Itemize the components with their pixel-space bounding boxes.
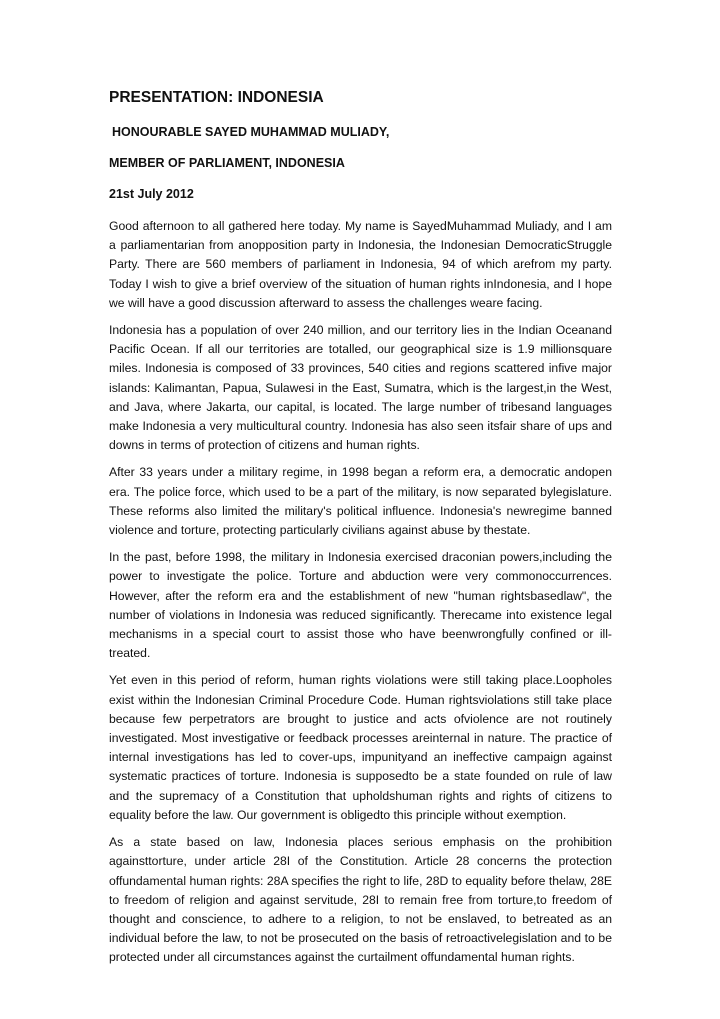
paragraph-3: After 33 years under a military regime, in 1998 began a reform era, a democratic andopen era. The police force, which used to be a part of the military, is now separated bylegislature. These reforms also limited the military's political influence. Indonesia's newregime banned violence and torture, protecting particularly civilians against abuse by thestate.	[109, 465, 612, 538]
paragraph-5: Yet even in this period of reform, human rights violations were still taking place.Loopholes exist within the Indonesian Criminal Procedure Code. Human rightsviolations still take place because few perpetrators are brought to justice and acts ofviolence are not routinely investigated. Most investigative or feedback processes areinternal in nature. The practice of internal investigations has led to cover-ups, impunityand an ineffective campaign against systematic practices of torture. Indonesia is supposedto be a state founded on rule of law and the supremacy of a Constitution that upholdshuman rights and rights of citizens to equality before the law. Our government is obligedto this principle without exemption.	[109, 673, 612, 822]
paragraph-6: As a state based on law, Indonesia places serious emphasis on the prohibition againsttorture, under article 28I of the Constitution. Article 28 concerns the protection offundamental human rights: 28A specifies the right to life, 28D to equality before thelaw, 28E to freedom of religion and against servitude, 28I to remain free from torture,to freedom of thought and conscience, to adhere to a religion, to not be enslaved, to betreated as an individual before the law, to not be prosecuted on the basis of retroactivelegislation and to be protected under all circumstances against the curtailment offundamental human rights.	[109, 835, 612, 965]
document-date: 21st July 2012	[109, 187, 194, 201]
paragraph-2: Indonesia has a population of over 240 million, and our territory lies in the Indian Oceanand Pacific Ocean. If all our territories are totalled, our geographical size is 1.9 millionsquare miles. Indonesia is composed of 33 provinces, 540 cities and regions scattered infive major islands: Kalimantan, Papua, Sulawesi in the East, Sumatra, which is the largest,in the West, and Java, where Jakarta, our capital, is located. The large number of tribesand languages make Indonesia a very multicultural country. Indonesia has also seen itsfair share of ups and downs in terms of protection of citizens and human rights.	[109, 323, 612, 453]
document-title: PRESENTATION: INDONESIA	[109, 89, 324, 106]
paragraph-1: Good afternoon to all gathered here today. My name is SayedMuhammad Muliady, and I am a parliamentarian from anopposition party in Indonesia, the Indonesian DemocraticStruggle Party. There are 560 members of parliament in Indonesia, 94 of which arefrom my party. Today I wish to give a brief overview of the situation of human rights inIndonesia, and I hope we will have a good discussion afterward to assess the challenges weare facing.	[109, 219, 612, 310]
speaker-name: HONOURABLE SAYED MUHAMMAD MULIADY,	[112, 125, 390, 139]
paragraph-4: In the past, before 1998, the military in Indonesia exercised draconian powers,including the power to investigate the police. Torture and abduction were very commonoccurrences. However, after the reform era and the establishment of new "human rightsbasedlaw", the number of violations in Indonesia was reduced significantly. Therecame into existence legal mechanisms in a special court to assist those who have beenwrongfully confined or ill-treated.	[109, 550, 612, 661]
speaker-role: MEMBER OF PARLIAMENT, INDONESIA	[109, 156, 345, 170]
document-page	[109, 88, 612, 976]
